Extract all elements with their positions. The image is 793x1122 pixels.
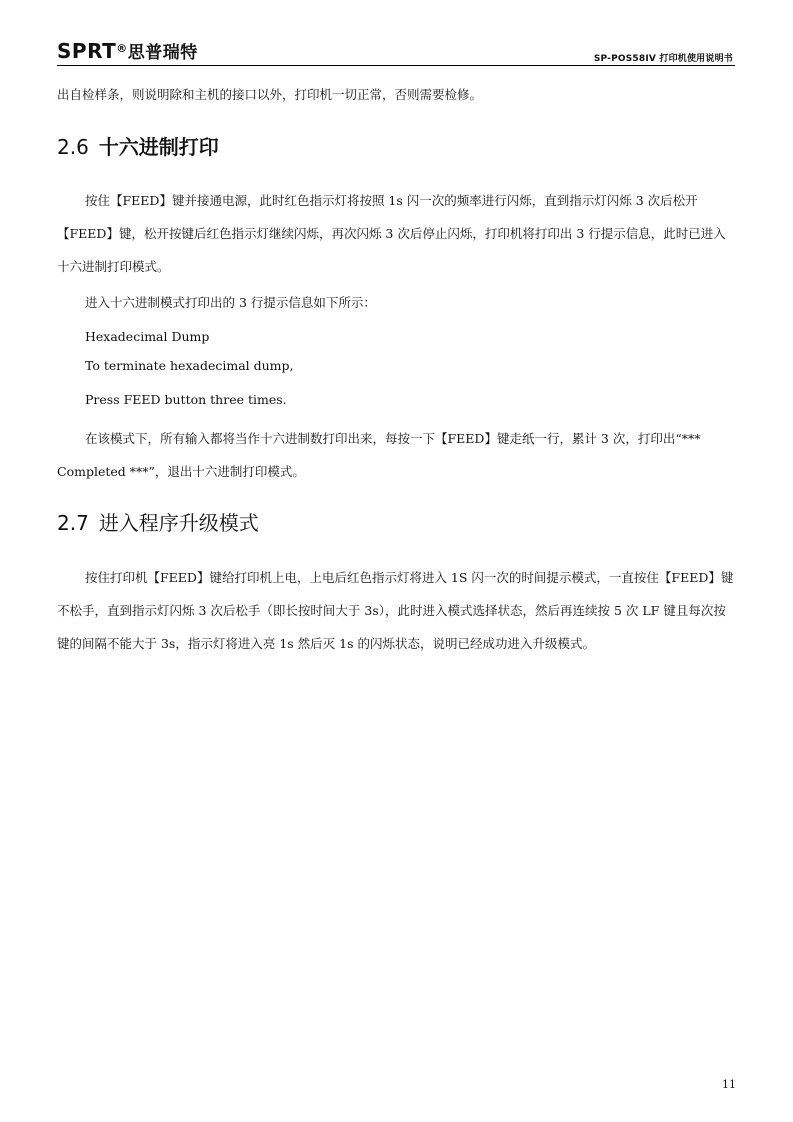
registered-mark: ® — [116, 42, 128, 55]
paragraph: 进入十六进制模式打印出的 3 行提示信息如下所示： — [85, 295, 376, 310]
code-line: Press FEED button three times. — [85, 392, 287, 407]
section-number: 2.6 — [57, 135, 89, 159]
paragraph: 按住打印机【FEED】键给打印机上电，上电后红色指示灯将进入 1S 闪一次的时间提示模式，一直按住【FEED】键不松手，直到指示灯闪烁 3 次后松手（即长按时间大于 3s），此时进入模式选择状态，然后再连续按 5 次 LF 键且每次按键的间隔不能大于 3s，指示灯将进入亮 1s 然后灭 1s 的闪烁状态，说明已经成功进入升级模式。 — [57, 570, 734, 651]
page-header — [57, 38, 735, 68]
paragraph: 在该模式下，所有输入都将当作十六进制数打印出来，每按一下【FEED】键走纸一行，累计 3 次，打印出“*** Completed ***”，退出十六进制打印模式。 — [57, 431, 701, 479]
code-line: To terminate hexadecimal dump, — [85, 358, 294, 373]
intro-paragraph: 出自检样条，则说明除和主机的接口以外，打印机一切正常，否则需要检修。 — [57, 87, 483, 102]
brand-chinese-name: 思普瑞特 — [127, 43, 198, 63]
brand-logo — [57, 38, 198, 66]
brand-name: SPRT — [57, 39, 117, 63]
paragraph: 按住【FEED】键并接通电源，此时红色指示灯将按照 1s 闪一次的频率进行闪烁，直到指示灯闪烁 3 次后松开【FEED】键，松开按键后红色指示灯继续闪烁，再次闪烁 3 次后停止闪烁，打印机将打印出 3 行提示信息，此时已进入十六进制打印模式。 — [57, 193, 726, 274]
section-title: 进入程序升级模式 — [98, 511, 259, 535]
section-heading-2-6 — [57, 134, 219, 160]
section-number: 2.7 — [57, 511, 89, 535]
page-number: 11 — [722, 1078, 736, 1091]
document-title: SP-POS58IV 打印机使用说明书 — [593, 54, 733, 64]
section-heading-2-7 — [57, 510, 259, 536]
header-divider — [57, 65, 735, 66]
code-line: Hexadecimal Dump — [85, 329, 210, 344]
section-title: 十六进制打印 — [98, 135, 219, 159]
